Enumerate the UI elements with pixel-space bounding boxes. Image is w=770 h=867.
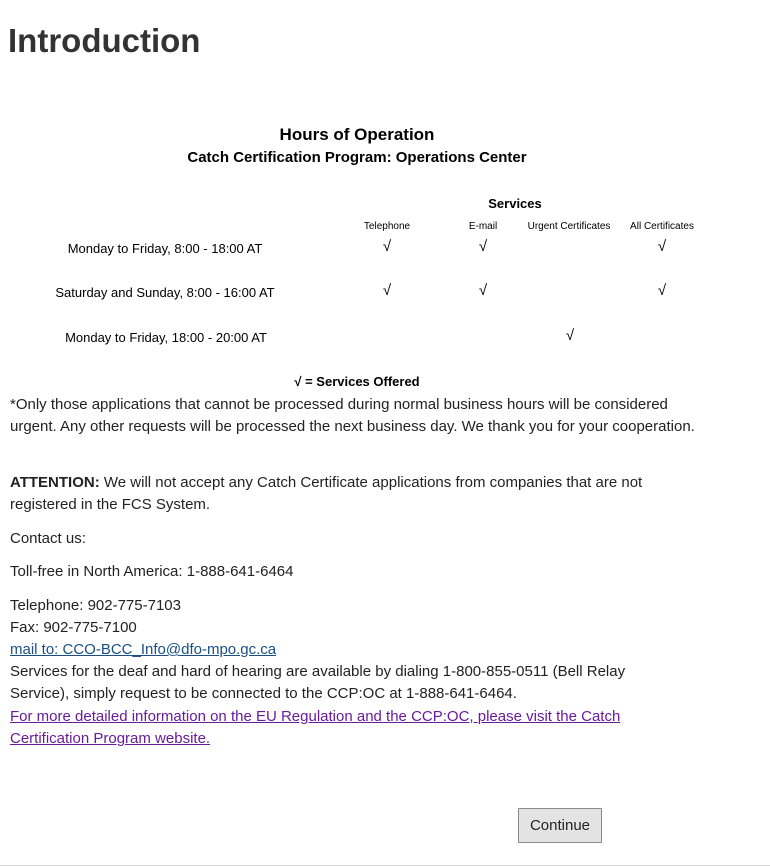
contact-heading: Contact us: [10, 530, 86, 547]
attention-label: ATTENTION: [10, 474, 100, 491]
attention-notice [10, 472, 690, 516]
row-label: Monday to Friday, 8:00 - 18:00 AT [67, 241, 263, 256]
program-website-link[interactable]: For more detailed information on the EU Regulation and the CCP:OC, please visit the Catch Certification Program website. [10, 708, 621, 747]
check-mark: √ [382, 238, 392, 255]
toll-free-number: Toll-free in North America: 1-888-641-6464 [10, 563, 294, 580]
email-link[interactable]: mail to: CCO-BCC_Info@dfo-mpo.gc.ca [10, 641, 277, 658]
row-label: Saturday and Sunday, 8:00 - 16:00 AT [55, 285, 275, 300]
divider [0, 865, 770, 866]
urgent-note: *Only those applications that cannot be processed during normal business hours will be considered urgent. Any other requests will be processed the next business day. We thank you for your cooperation. [10, 396, 695, 435]
column-telephone: Telephone [363, 221, 411, 232]
column-email: E-mail [468, 221, 498, 232]
hours-title: Hours of Operation [279, 125, 435, 144]
page-title: Introduction [8, 22, 201, 59]
check-mark: √ [565, 327, 575, 344]
services-heading: Services [488, 196, 542, 211]
fax-number: Fax: 902-775-7100 [10, 619, 137, 636]
telephone-number: Telephone: 902-775-7103 [10, 597, 181, 614]
services-legend: √ = Services Offered [294, 374, 420, 389]
check-mark: √ [382, 282, 392, 299]
check-mark: √ [478, 238, 488, 255]
column-urgent-certificates: Urgent Certificates [527, 221, 611, 232]
column-all-certificates: All Certificates [630, 221, 694, 232]
check-mark: √ [657, 282, 667, 299]
continue-button[interactable]: Continue [518, 808, 602, 843]
attention-text: We will not accept any Catch Certificate applications from companies that are not registered in the FCS System. [10, 474, 643, 513]
check-mark: √ [478, 282, 488, 299]
relay-service-text: Services for the deaf and hard of hearing are available by dialing 1-800-855-0511 (Bell Relay Service), simply request to be connected to the CCP:OC at 1-888-641-6464. [10, 663, 626, 702]
hours-subtitle: Catch Certification Program: Operations Center [187, 149, 527, 166]
check-mark: √ [657, 238, 667, 255]
row-label: Monday to Friday, 18:00 - 20:00 AT [65, 330, 267, 345]
